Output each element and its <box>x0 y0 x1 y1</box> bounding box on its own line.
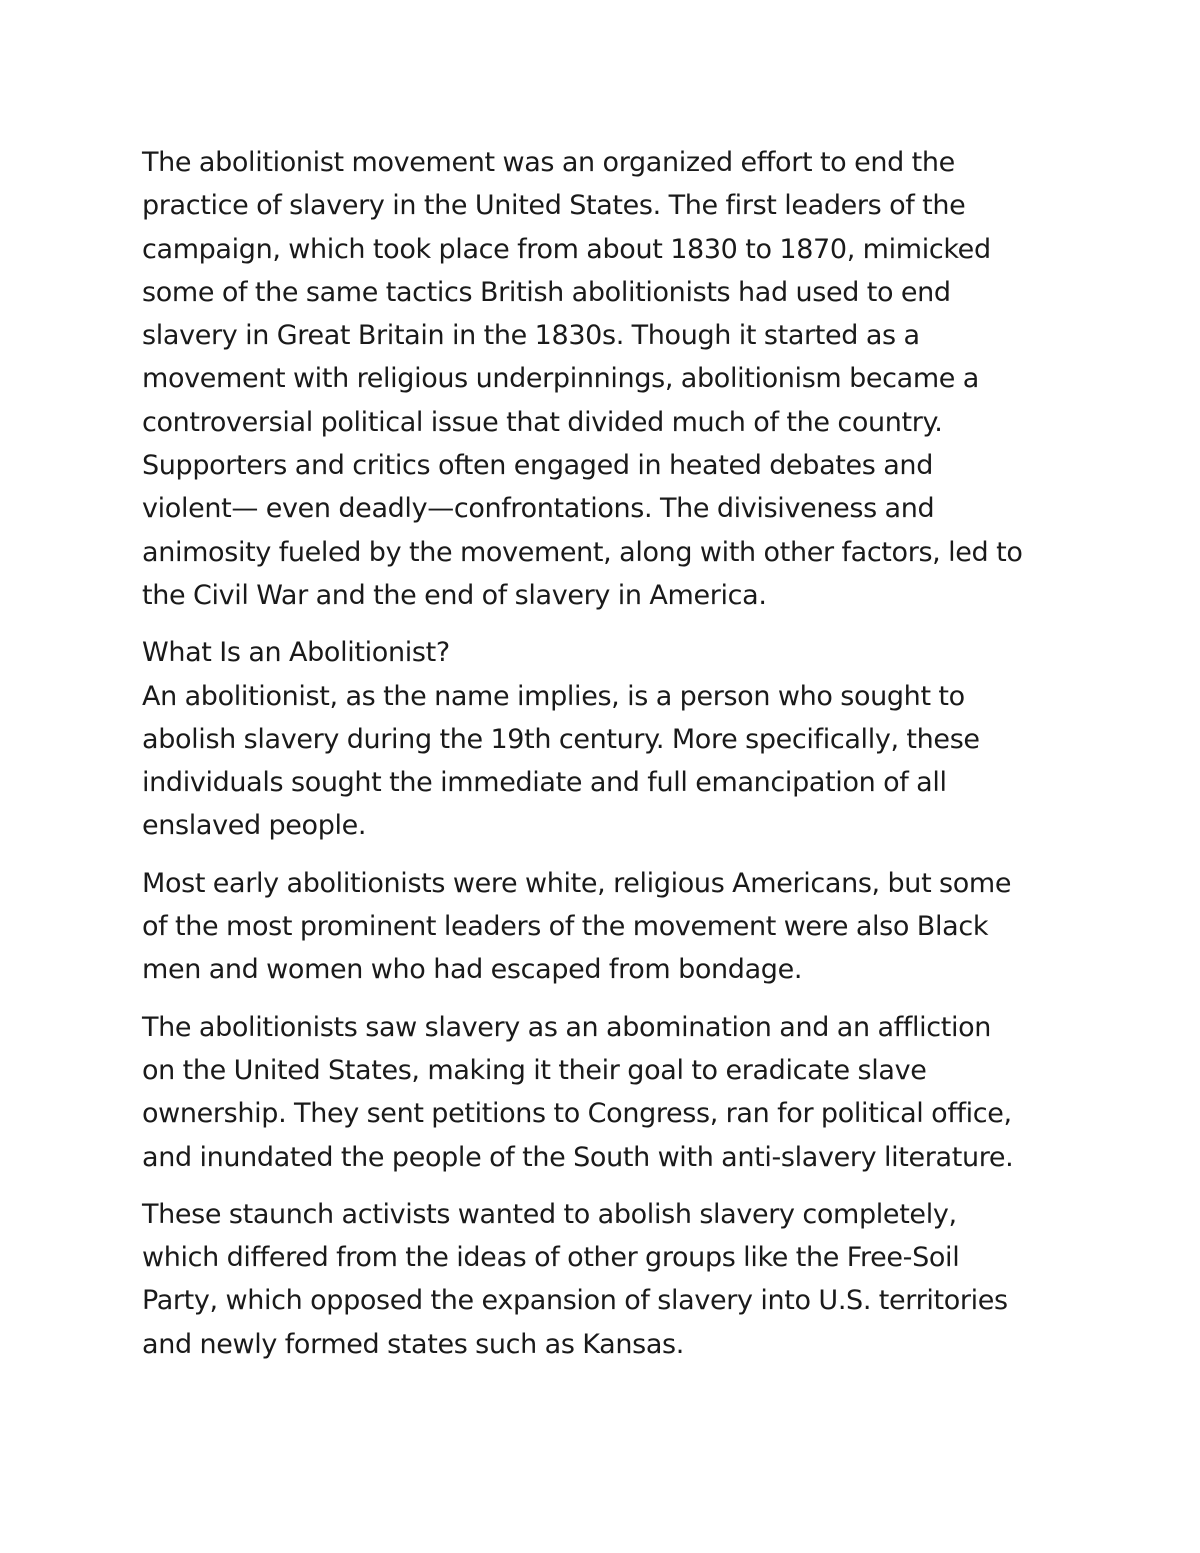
text-line: of the most prominent leaders of the movement were also Black <box>142 911 989 943</box>
document-body <box>142 141 1072 1366</box>
text-line: which differed from the ideas of other groups like the Free-Soil <box>142 1242 960 1274</box>
text-line: men and women who had escaped from bondage. <box>142 954 803 986</box>
text-line: Party, which opposed the expansion of slavery into U.S. territories <box>142 1285 1008 1317</box>
text-line: controversial political issue that divided much of the country. <box>142 406 943 438</box>
early-abolitionists-paragraph <box>142 862 1072 992</box>
text-line: The abolitionists saw slavery as an abomination and an affliction <box>142 1011 992 1043</box>
text-line: the Civil War and the end of slavery in America. <box>142 579 767 611</box>
text-line: on the United States, making it their goal to eradicate slave <box>142 1054 927 1086</box>
text-line: ownership. They sent petitions to Congress, ran for political office, <box>142 1098 1012 1130</box>
text-line: enslaved people. <box>142 810 367 842</box>
text-line: Most early abolitionists were white, religious Americans, but some <box>142 867 1012 899</box>
text-line: These staunch activists wanted to abolish slavery completely, <box>142 1198 957 1230</box>
text-line: violent— even deadly—confrontations. The divisiveness and <box>142 493 935 525</box>
definition-paragraph <box>142 675 1072 848</box>
text-line: movement with religious underpinnings, abolitionism became a <box>142 363 979 395</box>
text-line: slavery in Great Britain in the 1830s. Though it started as a <box>142 320 920 352</box>
text-line: Supporters and critics often engaged in heated debates and <box>142 450 933 482</box>
section-heading <box>142 631 1072 674</box>
text-line: animosity fueled by the movement, along with other factors, led to <box>142 536 1023 568</box>
goal-paragraph <box>142 1006 1072 1179</box>
heading-text: What Is an Abolitionist? <box>142 637 450 669</box>
text-line: practice of slavery in the United States. The first leaders of the <box>142 190 966 222</box>
text-line: An abolitionist, as the name implies, is a person who sought to <box>142 680 965 712</box>
text-line: campaign, which took place from about 1830 to 1870, mimicked <box>142 233 991 265</box>
text-line: and inundated the people of the South with anti-slavery literature. <box>142 1141 1014 1173</box>
text-line: individuals sought the immediate and full emancipation of all <box>142 767 947 799</box>
activists-paragraph <box>142 1193 1072 1366</box>
intro-paragraph <box>142 141 1072 617</box>
text-line: and newly formed states such as Kansas. <box>142 1328 684 1360</box>
text-line: abolish slavery during the 19th century. More specifically, these <box>142 723 980 755</box>
text-line: some of the same tactics British abolitionists had used to end <box>142 276 951 308</box>
text-line: The abolitionist movement was an organized effort to end the <box>142 147 955 178</box>
